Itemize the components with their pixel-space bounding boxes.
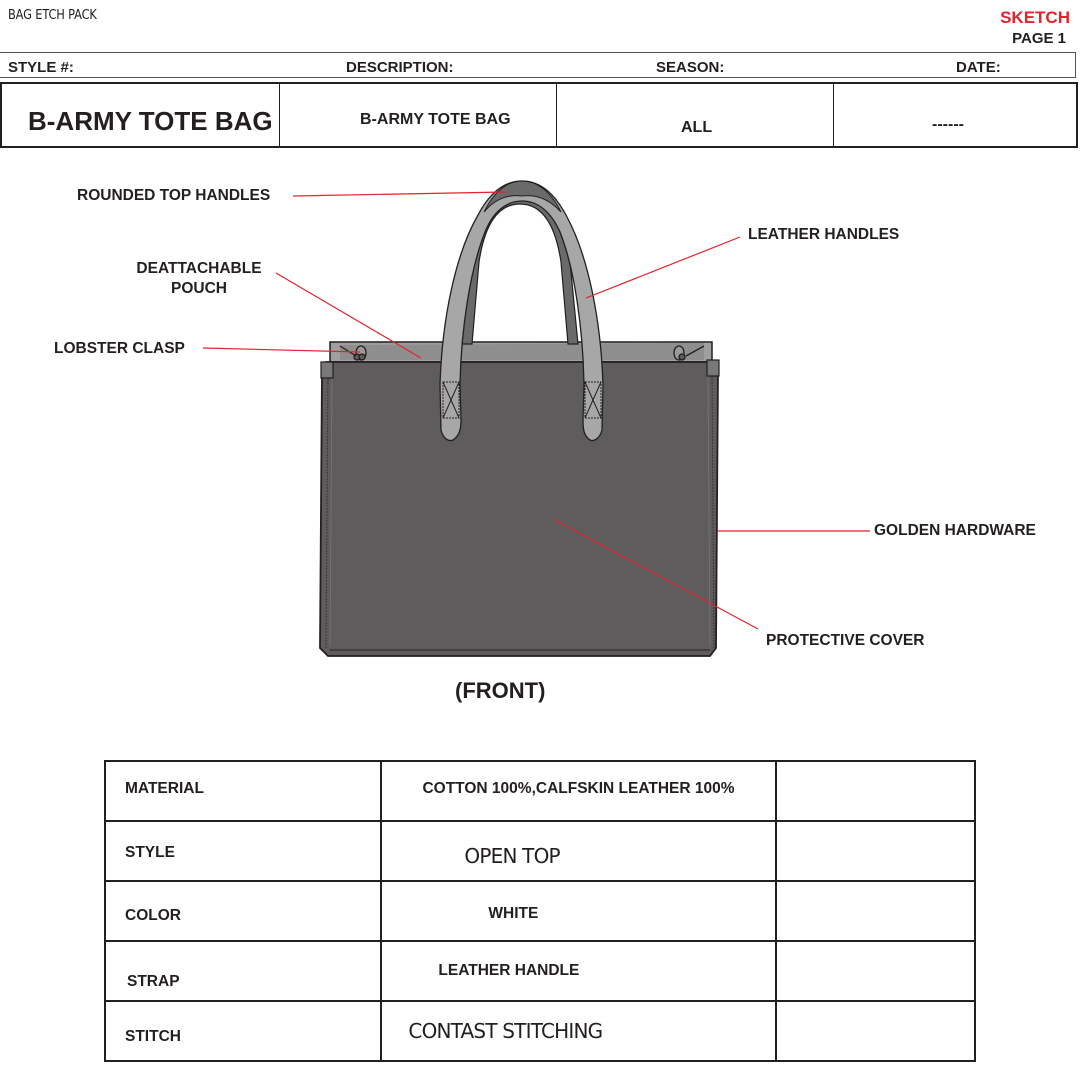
spec-value-stitch: CONTAST STITCHING xyxy=(381,1001,775,1061)
table-row xyxy=(105,761,975,821)
spec-value-strap: LEATHER HANDLE xyxy=(381,941,775,1001)
bag-body-shape xyxy=(320,362,718,656)
spec-value-material: COTTON 100%,CALFSKIN LEATHER 100% xyxy=(381,761,775,821)
date-value: ------ xyxy=(932,116,964,133)
page-number: PAGE 1 xyxy=(1012,30,1066,47)
table-row xyxy=(105,881,975,941)
spec-value-style: OPEN TOP xyxy=(381,821,775,881)
spec-label-strap: STRAP xyxy=(105,941,381,1001)
spec-extra-style xyxy=(776,821,975,881)
style-number-value: B-ARMY TOTE BAG xyxy=(28,106,273,136)
callout-deattachable-pouch xyxy=(128,259,270,299)
callout-leather-handles: LEATHER HANDLES xyxy=(748,226,900,243)
date-label: DATE: xyxy=(956,59,1001,76)
spec-extra-material xyxy=(776,761,975,821)
callout-protective-cover: PROTECTIVE COVER xyxy=(766,632,925,649)
callout-golden-hardware: GOLDEN HARDWARE xyxy=(874,522,1036,539)
spec-label-stitch: STITCH xyxy=(105,1001,381,1061)
description-label: DESCRIPTION: xyxy=(346,59,454,76)
callout-rounded-top-handles: ROUNDED TOP HANDLES xyxy=(77,187,271,204)
spec-value-color: WHITE xyxy=(381,881,775,941)
callout-lobster-clasp: LOBSTER CLASP xyxy=(54,340,185,357)
callout-deattachable-pouch-line1: DEATTACHABLE xyxy=(136,260,262,277)
season-label: SEASON: xyxy=(656,59,725,76)
spec-label-style: STYLE xyxy=(105,821,381,881)
spec-extra-color xyxy=(776,881,975,941)
table-row xyxy=(105,941,975,1001)
spec-extra-stitch xyxy=(776,1001,975,1061)
deattachable-pouch-shape xyxy=(330,342,712,362)
view-label: (FRONT) xyxy=(455,678,546,703)
sheet-type-label: SKETCH xyxy=(1000,8,1070,27)
style-number-label: STYLE #: xyxy=(8,59,74,76)
spec-label-material: MATERIAL xyxy=(105,761,381,821)
season-value: ALL xyxy=(681,119,713,136)
spec-label-color: COLOR xyxy=(105,881,381,941)
document-title: BAG ETCH PACK xyxy=(8,8,97,23)
spec-table xyxy=(104,760,976,1062)
callout-deattachable-pouch-line2: POUCH xyxy=(171,280,227,297)
table-row xyxy=(105,821,975,881)
table-row xyxy=(105,1001,975,1061)
spec-extra-strap xyxy=(776,941,975,1001)
description-value: B-ARMY TOTE BAG xyxy=(360,111,511,128)
